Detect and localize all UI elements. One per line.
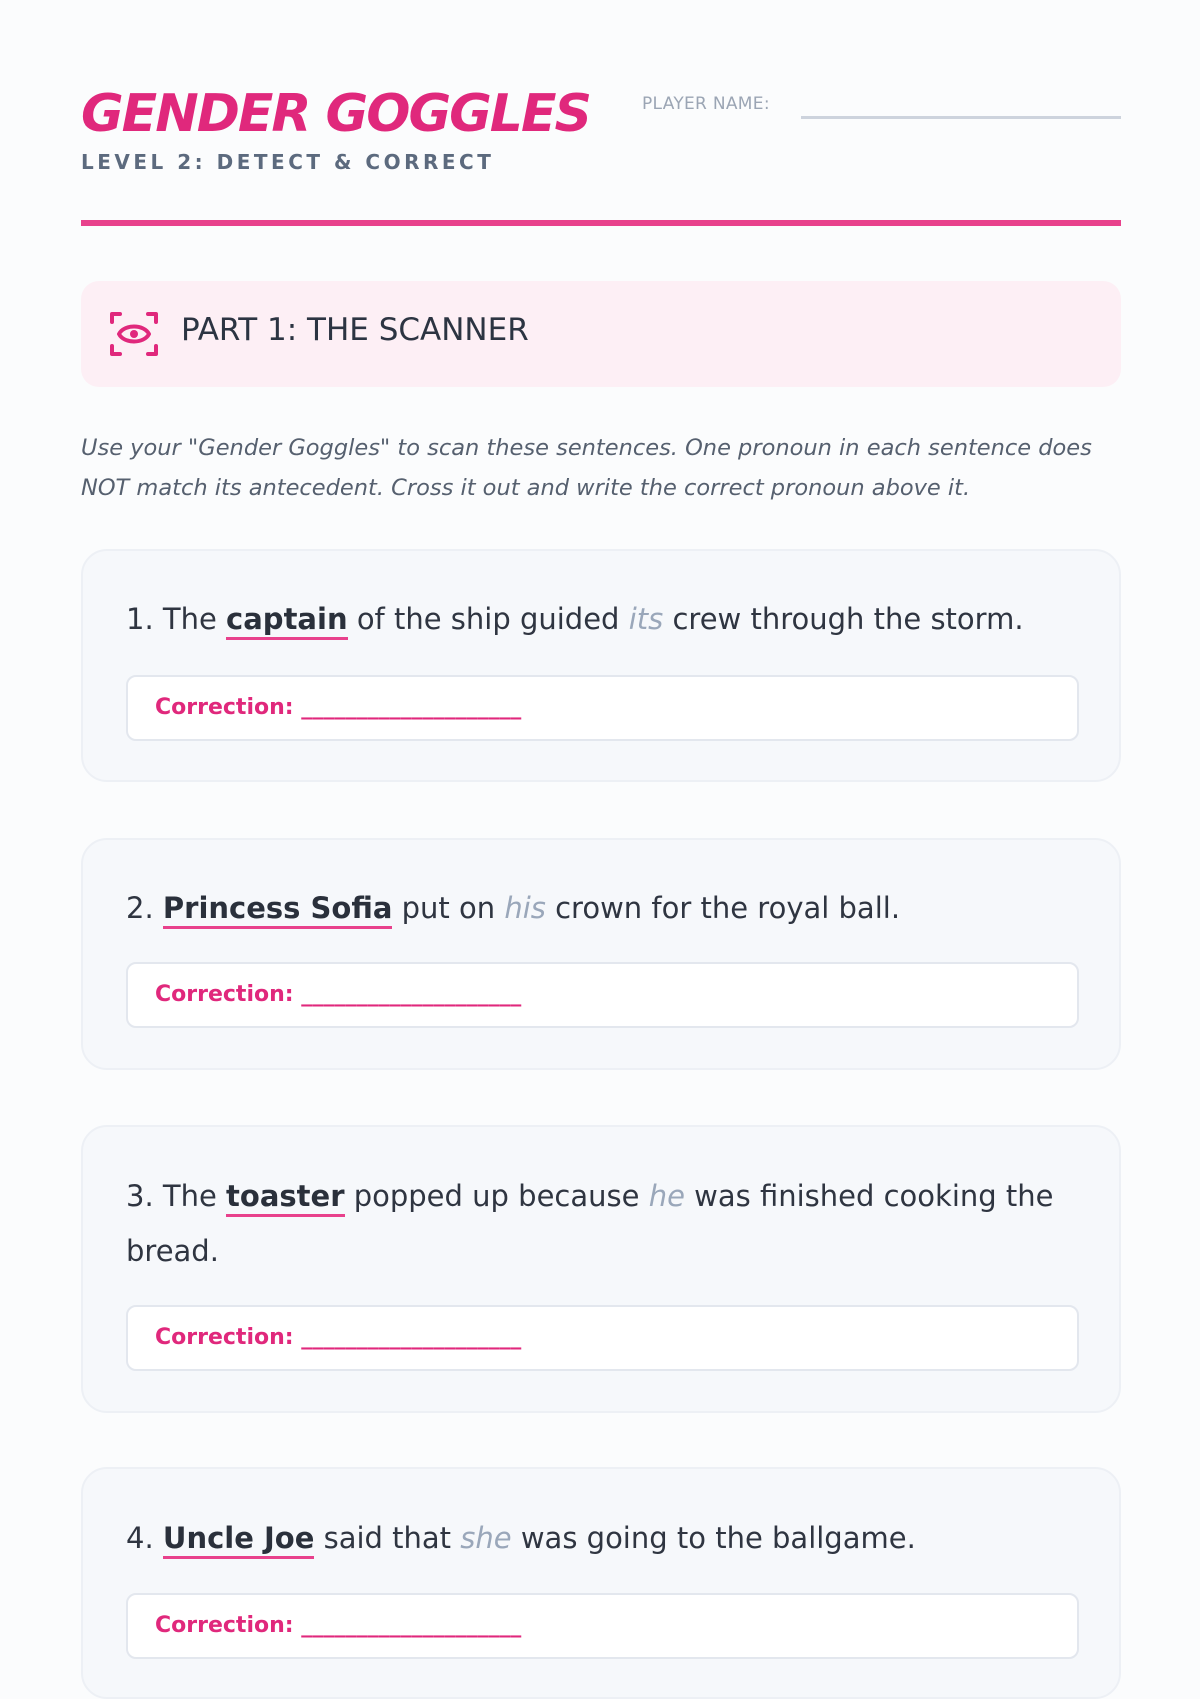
pronoun-word[interactable]: she: [460, 1521, 512, 1555]
sentence-text: popped up because: [353, 1179, 640, 1213]
question-card-2: [81, 838, 1121, 1070]
header-divider: [81, 220, 1121, 226]
question-sentence: [126, 592, 1086, 647]
header: [81, 84, 1121, 180]
sentence-text: crown for the royal ball.: [555, 891, 901, 925]
sentence-text: was going to the ballgame.: [520, 1521, 916, 1555]
question-number: 1.: [126, 602, 154, 636]
question-number: 2.: [126, 891, 154, 925]
player-name-line[interactable]: [801, 116, 1121, 119]
pronoun-word[interactable]: his: [504, 891, 546, 925]
part-title: PART 1: THE SCANNER: [181, 312, 529, 348]
instructions: Use your "Gender Goggles" to scan these sentences. One pronoun in each sentence does NOT match its antecedent. Cross it out and write the correct pronoun above it.: [81, 435, 1092, 501]
question-number: 4.: [126, 1521, 154, 1555]
player-name-field[interactable]: [642, 90, 1121, 120]
correction-label: Correction: ____________________: [155, 695, 522, 720]
sentence-text: The: [162, 602, 217, 636]
question-sentence: [126, 881, 1086, 936]
correction-field[interactable]: [126, 1593, 1079, 1659]
question-card-1: [81, 549, 1121, 782]
part-banner: [81, 281, 1121, 387]
correction-field[interactable]: [126, 675, 1079, 741]
sentence-text: The: [162, 1179, 217, 1213]
antecedent-word: captain: [226, 602, 348, 640]
correction-label: Correction: ____________________: [155, 1613, 522, 1638]
scanner-eye-icon: [109, 309, 159, 359]
sentence-text: was finished cooking the bread.: [126, 1179, 1054, 1268]
worksheet-title: GENDER GOGGLES: [81, 84, 590, 144]
question-card-4: [81, 1467, 1121, 1699]
antecedent-word: Princess Sofia: [163, 891, 393, 929]
correction-field[interactable]: [126, 1305, 1079, 1371]
sentence-text: of the ship guided: [356, 602, 620, 636]
sentence-text: put on: [401, 891, 496, 925]
antecedent-word: Uncle Joe: [163, 1521, 314, 1559]
correction-label: Correction: ____________________: [155, 982, 522, 1007]
correction-field[interactable]: [126, 962, 1079, 1028]
sentence-text: crew through the storm.: [672, 602, 1024, 636]
question-sentence: [126, 1169, 1086, 1279]
player-name-label: PLAYER NAME:: [642, 94, 770, 114]
correction-label: Correction: ____________________: [155, 1325, 522, 1350]
question-card-3: [81, 1125, 1121, 1413]
pronoun-word[interactable]: he: [648, 1179, 685, 1213]
antecedent-word: toaster: [226, 1179, 344, 1217]
level-subtitle: LEVEL 2: DETECT & CORRECT: [81, 150, 495, 174]
pronoun-word[interactable]: its: [628, 602, 664, 636]
question-sentence: [126, 1511, 1086, 1566]
sentence-text: said that: [323, 1521, 452, 1555]
question-number: 3.: [126, 1179, 154, 1213]
